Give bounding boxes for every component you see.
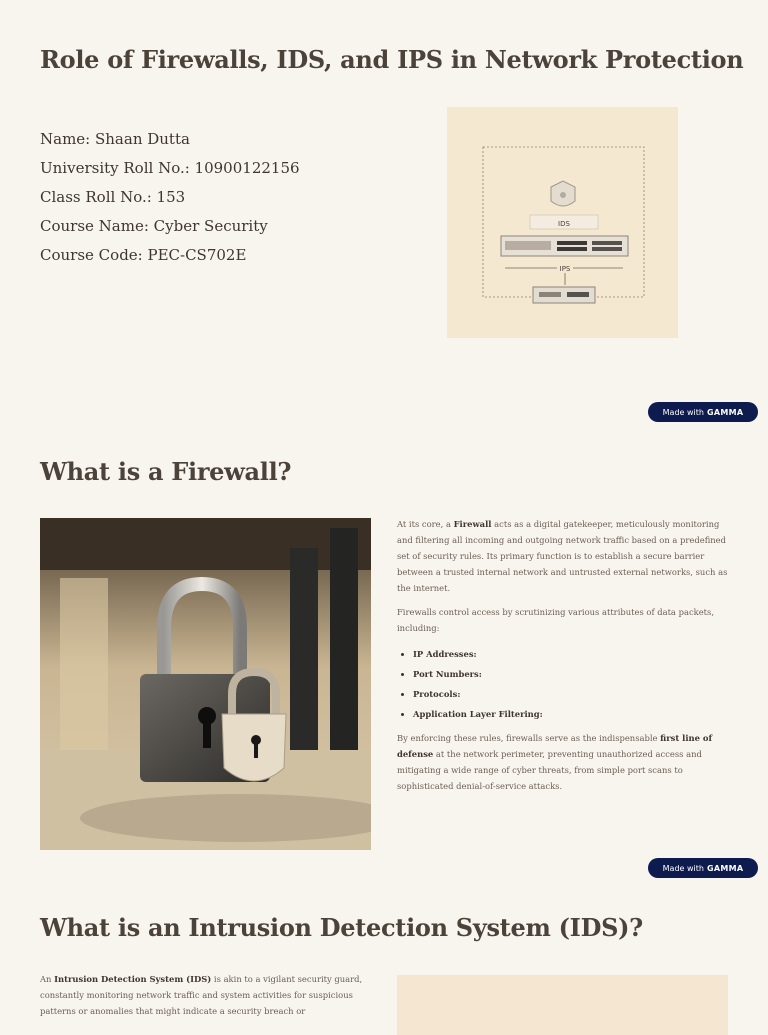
- network-diagram-image: [447, 107, 678, 338]
- ids-image-panel: [397, 975, 728, 1035]
- firewall-term: Firewall: [453, 519, 492, 529]
- network-diagram-illustration: [447, 107, 678, 338]
- padlock-photo: [40, 518, 371, 850]
- padlock-illustration: [40, 518, 371, 850]
- slide3-title: What is an Intrusion Detection System (IDS)?: [40, 913, 643, 942]
- ids-term: Intrusion Detection System (IDS): [54, 974, 212, 984]
- list-item: • Application Layer Filtering:: [413, 704, 729, 724]
- badge-prefix: Made with: [662, 407, 704, 417]
- ips-label: IPS: [559, 265, 571, 273]
- p3-text-start: By enforcing these rules, firewalls serve as the indispensable: [397, 733, 661, 743]
- badge-prefix: Made with: [662, 863, 704, 873]
- slide1-title: Role of Firewalls, IDS, and IPS in Network Protection: [40, 45, 744, 74]
- ids-description: [40, 971, 370, 1019]
- detail-course-name: Course Name: Cyber Security: [40, 217, 268, 235]
- detail-course-code: Course Code: PEC-CS702E: [40, 246, 247, 264]
- badge-brand: GAMMA: [706, 863, 744, 873]
- p3-text-end: at the network perimeter, preventing unauthorized access and mitigating a wide range of cyber threats, from simple port scans to sophisticated denial-of-service attacks.: [397, 749, 702, 791]
- firewall-paragraph-3: [397, 730, 729, 794]
- firewall-paragraph-1: [397, 516, 729, 596]
- badge-brand: GAMMA: [706, 407, 744, 417]
- ids-label: IDS: [558, 220, 570, 228]
- list-item: • Port Numbers:: [413, 664, 729, 684]
- firewall-description: [397, 516, 729, 802]
- detail-university-roll: University Roll No.: 10900122156: [40, 159, 300, 177]
- list-item: • IP Addresses:: [413, 644, 729, 664]
- ids-text-end: is akin to a vigilant security guard, constantly monitoring network traffic and system activities for suspicious patterns or anomalies that might indicate a security breach or: [40, 974, 363, 1016]
- p1-text-start: At its core, a: [397, 519, 454, 529]
- firewall-paragraph-2: Firewalls control access by scrutinizing various attributes of data packets, including:: [397, 607, 714, 633]
- first-line-of-defense-term: first line of defense: [397, 733, 713, 759]
- ids-text-start: An: [40, 974, 55, 984]
- made-with-gamma-badge[interactable]: [648, 402, 758, 422]
- slide2-title: What is a Firewall?: [40, 457, 292, 486]
- firewall-attribute-list: [397, 644, 729, 724]
- detail-name: Name: Shaan Dutta: [40, 130, 190, 148]
- p1-text-end: acts as a digital gatekeeper, meticulously monitoring and filtering all incoming and outgoing network traffic based on a predefined set of security rules. Its primary function is to establish a secure barrier between a trusted internal network and untrusted external networks, such as the internet.: [397, 519, 728, 593]
- made-with-gamma-badge[interactable]: [648, 858, 758, 878]
- detail-class-roll: Class Roll No.: 153: [40, 188, 186, 206]
- student-details: [40, 128, 300, 273]
- list-item: • Protocols:: [413, 684, 729, 704]
